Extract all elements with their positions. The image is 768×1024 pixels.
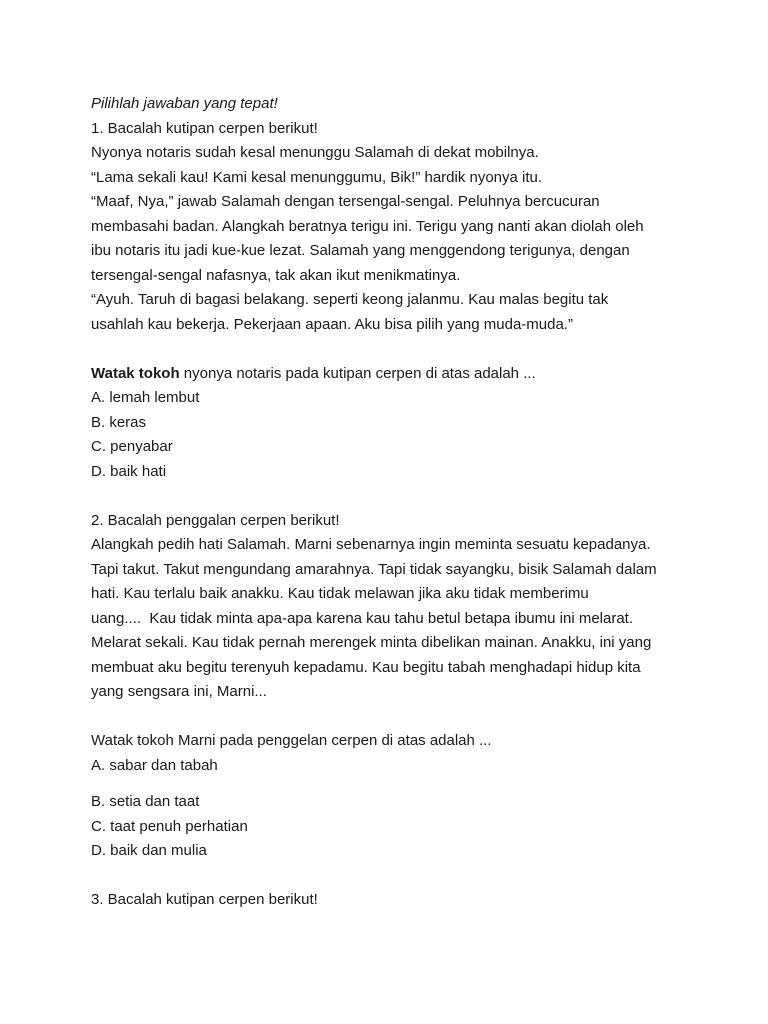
- question-1-prompt-rest: nyonya notaris pada kutipan cerpen di atas adalah ...: [179, 364, 536, 382]
- document-page: [91, 92, 691, 913]
- option-c: C. taat penuh perhatian: [91, 817, 248, 835]
- option-b: B. setia dan taat: [91, 793, 200, 810]
- option-a: A. sabar dan tabah: [91, 756, 218, 774]
- passage-line: Melarat sekali. Kau tidak pernah merengek minta dibelikan mainan. Anakku, ini yang: [91, 634, 652, 651]
- passage-line: Tapi takut. Takut mengundang amarahnya. Tapi tidak sayangku, bisik Salamah dalam: [91, 560, 657, 578]
- passage-line: ibu notaris itu jadi kue-kue lezat. Salamah yang menggendong terigunya, dengan: [91, 242, 630, 259]
- passage-line: “Ayuh. Taruh di bagasi belakang. seperti keong jalanmu. Kau malas begitu tak: [91, 291, 609, 308]
- passage-line: “Lama sekali kau! Kami kesal menunggumu, Bik!” hardik nyonya itu.: [91, 168, 543, 186]
- question-1-options: [91, 386, 691, 484]
- option-d: D. baik dan mulia: [91, 842, 207, 859]
- question-2-prompt: Watak tokoh Marni pada penggelan cerpen di atas adalah ...: [91, 732, 492, 749]
- option-b: B. keras: [91, 413, 147, 431]
- passage-line: usahlah kau bekerja. Pekerjaan apaan. Aku bisa pilih yang muda-muda.”: [91, 315, 573, 333]
- instruction-text: Pilihlah jawaban yang tepat!: [91, 95, 278, 112]
- option-d: D. baik hati: [91, 462, 167, 480]
- passage-line: yang sengsara ini, Marni...: [91, 683, 267, 700]
- question-2-passage: [91, 533, 691, 705]
- question-1-prompt: [91, 362, 691, 387]
- question-2-options: [91, 754, 691, 864]
- passage-line: Alangkah pedih hati Salamah. Marni sebenarnya ingin meminta sesuatu kepadanya.: [91, 536, 651, 553]
- passage-line: “Maaf, Nya,” jawab Salamah dengan tersengal-sengal. Peluhnya bercucuran: [91, 193, 600, 210]
- passage-line: tersengal-sengal nafasnya, tak akan ikut menikmatinya.: [91, 266, 461, 284]
- question-3-heading: 3. Bacalah kutipan cerpen berikut!: [91, 891, 318, 908]
- question-1-prompt-bold: Watak tokoh: [91, 364, 180, 382]
- question-1-heading: 1. Bacalah kutipan cerpen berikut!: [91, 119, 318, 137]
- passage-line: Nyonya notaris sudah kesal menunggu Salamah di dekat mobilnya.: [91, 144, 539, 161]
- passage-line: membuat aku begitu terenyuh kepadamu. Kau begitu tabah menghadapi hidup kita: [91, 658, 641, 676]
- option-c: C. penyabar: [91, 438, 173, 455]
- passage-line: uang.... Kau tidak minta apa-apa karena kau tahu betul betapa ibumu ini melarat.: [91, 609, 634, 627]
- question-2-heading: 2. Bacalah penggalan cerpen berikut!: [91, 511, 340, 529]
- passage-line: hati. Kau terlalu baik anakku. Kau tidak melawan jika aku tidak memberimu: [91, 585, 589, 602]
- option-a: A. lemah lembut: [91, 389, 200, 406]
- question-1-passage: [91, 141, 691, 337]
- passage-line: membasahi badan. Alangkah beratnya terigu ini. Terigu yang nanti akan diolah oleh: [91, 217, 644, 235]
